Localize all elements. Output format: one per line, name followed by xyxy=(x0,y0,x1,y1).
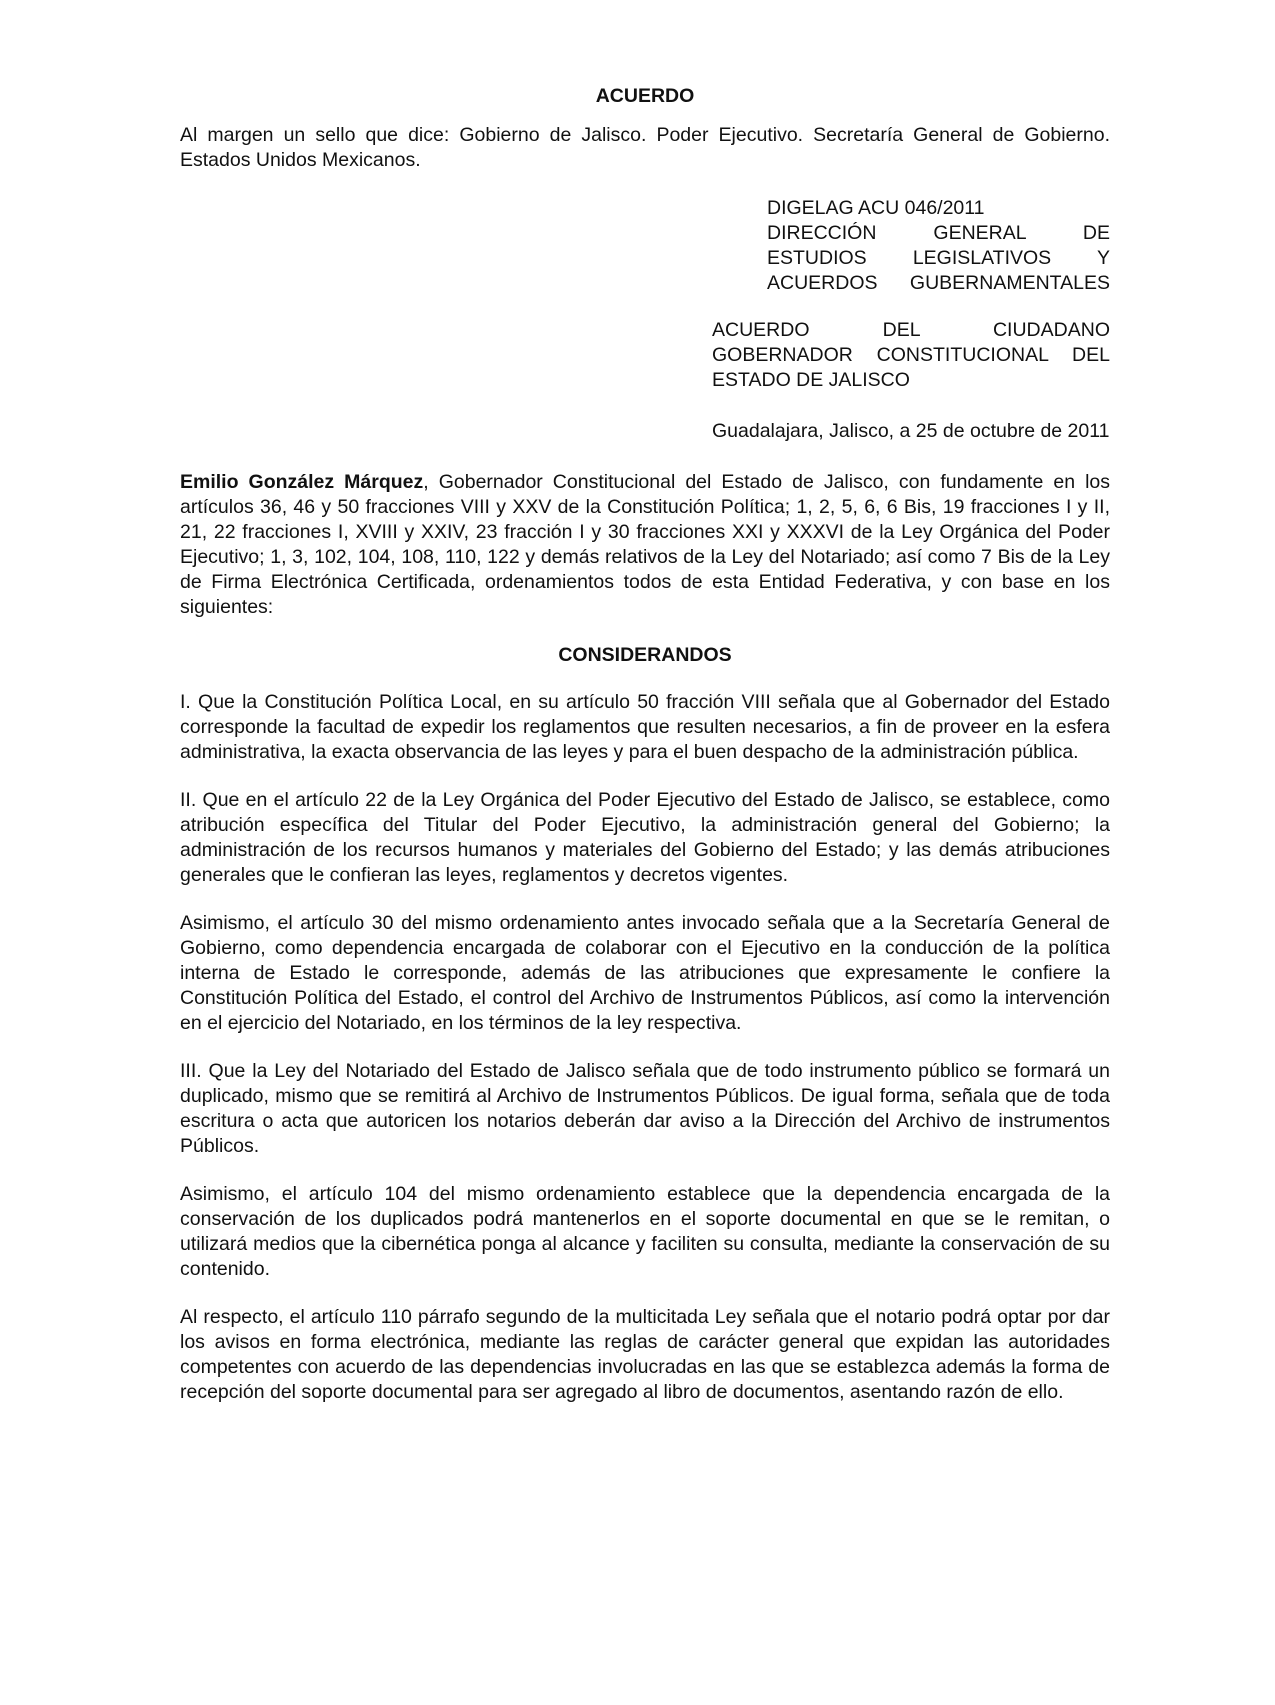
agreement-line: GOBERNADOR CONSTITUCIONAL DEL xyxy=(712,344,1110,366)
agreement-block xyxy=(712,318,1110,393)
intro-text: , Gobernador Constitucional del Estado de Jalisco, con fundamente en los artículos 36, 46 y 50 fracciones VIII y XXV de la Constitución Política; 1, 2, 5, 6, 6 Bis, 19 fracciones I y II, 21, 22 fracciones I, XVIII y XXIV, 23 fracción I y 30 fracciones XXI y XXXVI de la Ley Orgánica del Poder Ejecutivo; 1, 3, 102, 104, 108, 110, 122 y demás relativos de la Ley del Notariado; así como 7 Bis de la Ley de Firma Electrónica Certificada, ordenamientos todos de esta Entidad Federativa, y con base en los siguientes: xyxy=(180,471,1110,618)
considerandos-title: CONSIDERANDOS xyxy=(558,644,732,666)
header-line: DIRECCIÓN GENERAL DE xyxy=(767,222,1110,244)
governor-name: Emilio González Márquez xyxy=(180,471,424,493)
header-line: ESTUDIOS LEGISLATIVOS Y xyxy=(767,247,1110,269)
considerando-paragraph: I. Que la Constitución Política Local, en su artículo 50 fracción VIII señala que al Gobernador del Estado corresponde la facultad de expedir los reglamentos que resulten necesarios, a fin de proveer en la esfera administrativa, la exacta observancia de las leyes y para el buen despacho de la administración pública. xyxy=(180,691,1110,763)
place-date: Guadalajara, Jalisco, a 25 de octubre de 2011 xyxy=(712,420,1110,442)
agreement-line: ACUERDO DEL CIUDADANO xyxy=(712,319,1110,341)
margin-note: Al margen un sello que dice: Gobierno de Jalisco. Poder Ejecutivo. Secretaría General de Gobierno. Estados Unidos Mexicanos. xyxy=(180,124,1110,171)
agreement-line: ESTADO DE JALISCO xyxy=(712,369,910,391)
header-line: DIGELAG ACU 046/2011 xyxy=(767,197,985,219)
intro-paragraph xyxy=(180,470,1110,620)
considerando-paragraph: Asimismo, el artículo 30 del mismo ordenamiento antes invocado señala que a la Secretaría General de Gobierno, como dependencia encargada de colaborar con el Ejecutivo en la conducción de la política interna de Estado le corresponde, además de las atribuciones que expresamente le confiere la Constitución Política del Estado, el control del Archivo de Instrumentos Públicos, así como la intervención en el ejercicio del Notariado, en los términos de la ley respectiva. xyxy=(180,912,1110,1034)
considerando-paragraph: III. Que la Ley del Notariado del Estado de Jalisco señala que de todo instrumento público se formará un duplicado, mismo que se remitirá al Archivo de Instrumentos Públicos. De igual forma, señala que de toda escritura o acta que autoricen los notarios deberán dar aviso a la Dirección del Archivo de instrumentos Públicos. xyxy=(180,1060,1110,1157)
considerando-paragraph: Asimismo, el artículo 104 del mismo ordenamiento establece que la dependencia encargada de la conservación de los duplicados podrá mantenerlos en el soporte documental en que se le remitan, o utilizará medios que la cibernética ponga al alcance y faciliten su consulta, mediante la conservación de su contenido. xyxy=(180,1183,1110,1280)
considerando-paragraph: Al respecto, el artículo 110 párrafo segundo de la multicitada Ley señala que el notario podrá optar por dar los avisos en forma electrónica, mediante las reglas de carácter general que expidan las autoridades competentes con acuerdo de las dependencias involucradas en las que se establezca además la forma de recepción del soporte documental para ser agregado al libro de documentos, asentando razón de ello. xyxy=(180,1306,1110,1403)
document-page xyxy=(180,84,1110,1428)
considerando-paragraph: II. Que en el artículo 22 de la Ley Orgánica del Poder Ejecutivo del Estado de Jalisco, se establece, como atribución específica del Titular del Poder Ejecutivo, la administración general del Gobierno; la administración de los recursos humanos y materiales del Gobierno del Estado; y las demás atribuciones generales que le confieran las leyes, reglamentos y decretos vigentes. xyxy=(180,789,1110,886)
document-title: ACUERDO xyxy=(595,85,695,107)
header-block xyxy=(767,196,1110,296)
header-line: ACUERDOS GUBERNAMENTALES xyxy=(767,272,1110,294)
